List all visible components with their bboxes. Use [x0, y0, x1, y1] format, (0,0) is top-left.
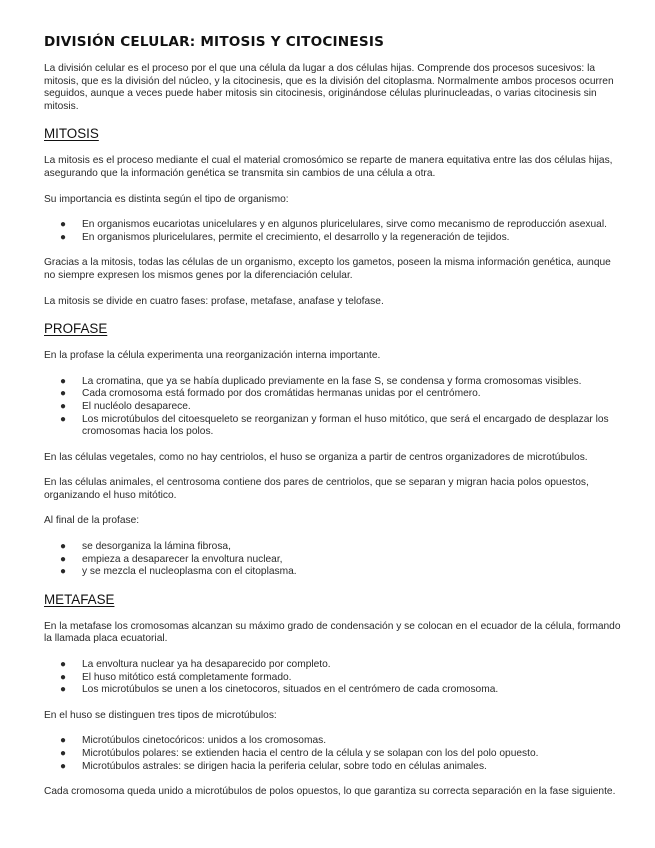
bullet-icon: ● — [60, 671, 67, 683]
bullet-list — [44, 659, 621, 697]
list-item: ● Los microtúbulos del citoesqueleto se reorganizan y forman el huso mitótico, que será el encargado de desplazar los cromosomas hacia los polos. — [60, 413, 609, 438]
paragraph: Al final de la profase: — [44, 515, 140, 527]
bullet-icon: ● — [60, 566, 67, 578]
paragraph: En el huso se distinguen tres tipos de microtúbulos: — [44, 709, 277, 721]
bullet-list — [44, 219, 621, 244]
bullet-icon: ● — [60, 400, 67, 412]
bullet-icon: ● — [60, 684, 67, 696]
list-item: ● Los microtúbulos se unen a los cinetocoros, situados en el centrómero de cada cromosoma. — [60, 684, 499, 696]
list-item: ● empieza a desaparecer la envoltura nuclear, — [60, 553, 283, 565]
list-item: ● La envoltura nuclear ya ha desaparecido por completo. — [60, 659, 331, 671]
list-item: ● Microtúbulos astrales: se dirigen hacia la periferia celular, sobre todo en células animales. — [60, 760, 487, 772]
list-item: ● y se mezcla el nucleoplasma con el citoplasma. — [60, 566, 297, 578]
bullet-icon: ● — [60, 375, 67, 387]
paragraph: En las células animales, el centrosoma contiene dos pares de centriolos, que se separan y migran hacia polos opuestos, organizando el huso mitótico. — [44, 477, 589, 501]
section-heading-mitosis: MITOSIS — [44, 126, 99, 142]
list-item: ● El huso mitótico está completamente formado. — [60, 671, 292, 683]
paragraph: La mitosis es el proceso mediante el cual el material cromosómico se reparte de manera equitativa entre las dos células hijas, asegurando que la información genética se transmita sin cambios de una célula a otra. — [44, 155, 613, 179]
bullet-icon: ● — [60, 760, 67, 772]
bullet-icon: ● — [60, 541, 67, 553]
intro-paragraph: La división celular es el proceso por el que una célula da lugar a dos células hijas. Comprende dos procesos sucesivos: la mitosis, que es la división del núcleo, y la citocinesis, que es la división del citoplasma. Normalmente ambos procesos ocurren seguidos, aunque a veces puede haber mitosis sin citocinesis, originándose células plurinucleadas, o varias citocinesis sin mitosis. — [44, 63, 614, 112]
list-item: ● La cromatina, que ya se había duplicado previamente en la fase S, se condensa y forma cromosomas visibles. — [60, 375, 582, 387]
paragraph: En las células vegetales, como no hay centriolos, el huso se organiza a partir de centros organizadores de microtúbulos. — [44, 451, 588, 463]
bullet-icon: ● — [60, 659, 67, 671]
list-item: ● El nucléolo desaparece. — [60, 400, 191, 412]
bullet-icon: ● — [60, 219, 67, 231]
document-title: DIVISIÓN CELULAR: MITOSIS Y CITOCINESIS — [44, 34, 385, 50]
list-item: ● En organismos eucariotas unicelulares y en algunos pluricelulares, sirve como mecanismo de reproducción asexual. — [60, 219, 607, 231]
bullet-icon: ● — [60, 231, 67, 243]
section-heading-metafase: METAFASE — [44, 591, 115, 607]
section-heading-profase: PROFASE — [44, 321, 108, 337]
bullet-icon: ● — [60, 553, 67, 565]
paragraph: En la metafase los cromosomas alcanzan su máximo grado de condensación y se colocan en el ecuador de la célula, formando la llamada placa ecuatorial. — [44, 620, 621, 645]
list-item: ● se desorganiza la lámina fibrosa, — [60, 541, 231, 553]
bullet-icon: ● — [60, 735, 67, 747]
bullet-icon: ● — [60, 388, 67, 400]
bullet-icon: ● — [60, 413, 67, 425]
list-item: ● Microtúbulos polares: se extienden hacia el centro de la célula y se solapan con los del polo opuesto. — [60, 748, 539, 759]
bullet-icon: ● — [60, 748, 67, 759]
paragraph: Su importancia es distinta según el tipo de organismo: — [44, 193, 289, 205]
bullet-list — [44, 376, 621, 439]
bullet-list — [44, 541, 621, 579]
list-item: ● Cada cromosoma está formado por dos cromátidas hermanas unidas por el centrómero. — [60, 388, 481, 400]
list-item: ● Microtúbulos cinetocóricos: unidos a los cromosomas. — [60, 735, 327, 747]
paragraph: La mitosis se divide en cuatro fases: profase, metafase, anafase y telofase. — [44, 295, 384, 307]
paragraph: En la profase la célula experimenta una reorganización interna importante. — [44, 350, 381, 362]
bullet-list — [44, 735, 621, 773]
list-item: ● En organismos pluricelulares, permite el crecimiento, el desarrollo y la regeneración de tejidos. — [60, 231, 510, 243]
paragraph: Cada cromosoma queda unido a microtúbulos de polos opuestos, lo que garantiza su correcta separación en la fase siguiente. — [44, 786, 616, 798]
paragraph: Gracias a la mitosis, todas las células de un organismo, excepto los gametos, poseen la misma información genética, aunque no siempre expresen los mismos genes por la diferenciación celular. — [44, 257, 611, 281]
